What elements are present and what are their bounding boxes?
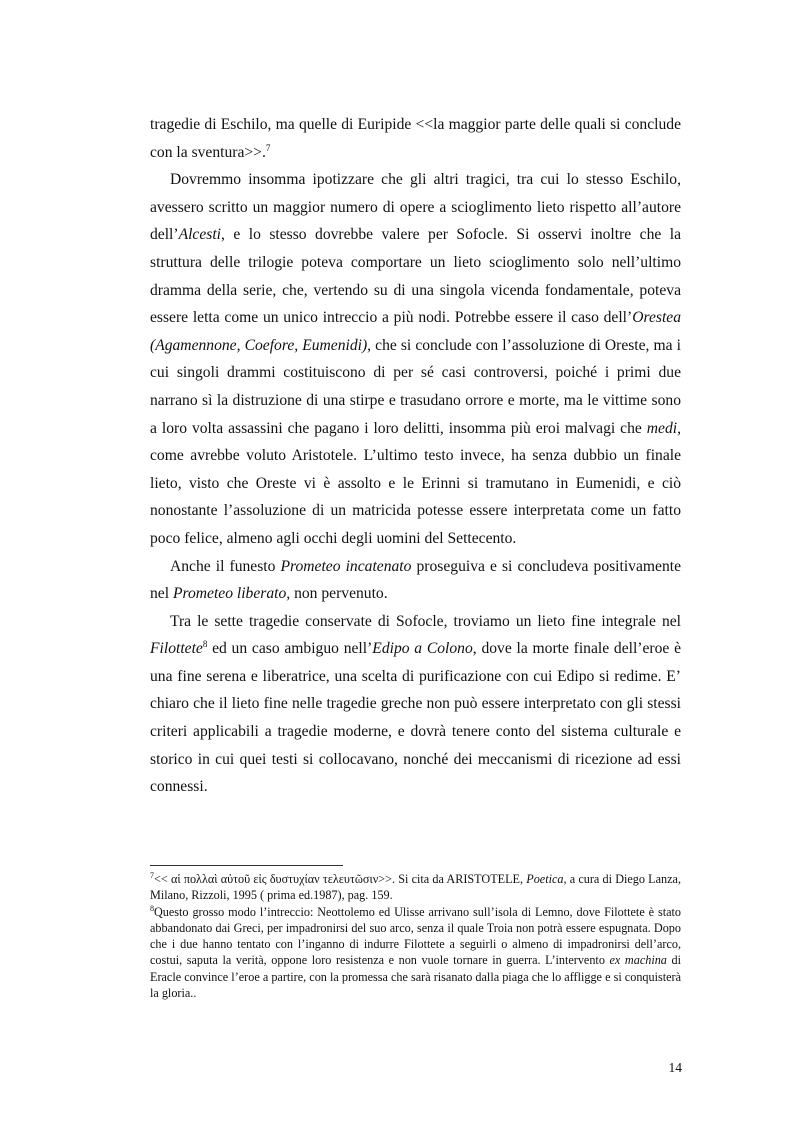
title-orestea: Orestea (Agamennone, Coefore, Eumenidi) [150, 309, 681, 354]
paragraph-2: Dovremmo insomma ipotizzare che gli altri tragici, tra cui lo stesso Eschilo, avessero scritto un maggior numero di opere a scioglimento lieto rispetto all’autore dell’Alcesti, e lo stesso dovrebbe valere per Sofocle. Si osservi inoltre che la struttura delle trilogie poteva comportare un lieto scioglimento solo nell’ultimo dramma della serie, che, vertendo su di una singola vicenda fondamentale, poteva essere letta come un unico intreccio a più nodi. Potrebbe essere il caso dell’Orestea (Agamennone, Coefore, Eumenidi), che si conclude con l’assoluzione di Oreste, ma i cui singoli drammi costituiscono di per sé casi controversi, poiché i primi due narrano sì la distruzione di una stirpe e trasudano orrore e morte, ma le vittime sono a loro volta assassini che pagano i loro delitti, insomma più eroi malvagi che medi, come avrebbe voluto Aristotele. L’ultimo testo invece, ha senza dubbio un finale lieto, visto che Oreste vi è assolto e le Erinni si tramutano in Eumenidi, e ciò nonostante l’assoluzione di un matricida potesse essere interpretata come un fatto poco felice, almeno agli occhi degli uomini del Settecento. [150, 171, 681, 547]
footnote-mark: 7 [150, 870, 154, 880]
footnote-ref-7[interactable]: 7 [265, 142, 271, 153]
title-filottete: Filottete [150, 640, 203, 658]
title-alcesti: Alcesti [178, 226, 222, 244]
footnote-7: $^7$<< αἱ πολλαὶ αὐτοῦ εἰς δυστυχίαν τελευτῶσιν>>. Si cita da ARISTOTELE, Poetica, a cura di Diego Lanza, Milano, Rizzoli, 1995 ( prima ed.1987), pag. 159. [150, 870, 681, 903]
word-medi: medi, [646, 419, 681, 437]
footnotes [150, 871, 681, 1001]
paragraph-1: tragedie di Eschilo, ma quelle di Euripide <<la maggior parte delle quali si conclude con la sventura>>.$^7$ [150, 116, 681, 161]
title-prometeo-incatenato: Prometeo incatenato [280, 557, 412, 575]
title-edipo-a-colono: Edipo a Colono [372, 640, 473, 658]
footnote-separator [150, 865, 343, 866]
body-text [150, 111, 681, 801]
paragraph-3: Anche il funesto Prometeo incatenato proseguiva e si concludeva positivamente nel Prometeo liberato, non pervenuto. [150, 557, 682, 603]
paragraph-4: Tra le sette tragedie conservate di Sofocle, troviamo un lieto fine integrale nel Filottete$^8$ ed un caso ambiguo nell’Edipo a Colono, dove la morte finale dell’eroe è una fine serena e liberatrice, una scelta di purificazione con cui Edipo si redime. E’ chiaro che il lieto fine nelle tragedie greche non può essere interpretato con gli stessi criteri applicabili a tragedie moderne, e dovrà tenere conto del sistema culturale e storico in cui quei testi si collocavano, nonché dei meccanismi di ricezione ad essi connessi. [150, 612, 681, 796]
footnote-mark: 8 [150, 903, 154, 913]
title-prometeo-liberato: Prometeo liberato, [172, 585, 291, 603]
title-poetica: Poetica, [526, 872, 567, 886]
phrase-ex-machina: ex machina [609, 953, 667, 968]
footnote-ref-8[interactable]: 8 [202, 639, 208, 650]
page-number: 14 [668, 1060, 682, 1075]
footnote-8: $^8$Questo grosso modo l’intreccio: Neottolemo ed Ulisse arrivano sull’isola di Lemno, dove Filottete è stato abbandonato dai Greci, per impadronirsi del suo arco, senza il quale Troia non potrà essere espugnata. Dopo che i due hanno tentato con l’inganno di indurre Filottete a seguirli o almeno di impadronirsi dell’arco, costui, saputa la verità, oppone loro resistenza e non vuole tornare in guerra. L’intervento ex machina di Eracle convince l’eroe a partire, con la promessa che sarà risanato dalla piaga che lo affligge e si conquisterà la gloria.. [150, 903, 681, 1001]
